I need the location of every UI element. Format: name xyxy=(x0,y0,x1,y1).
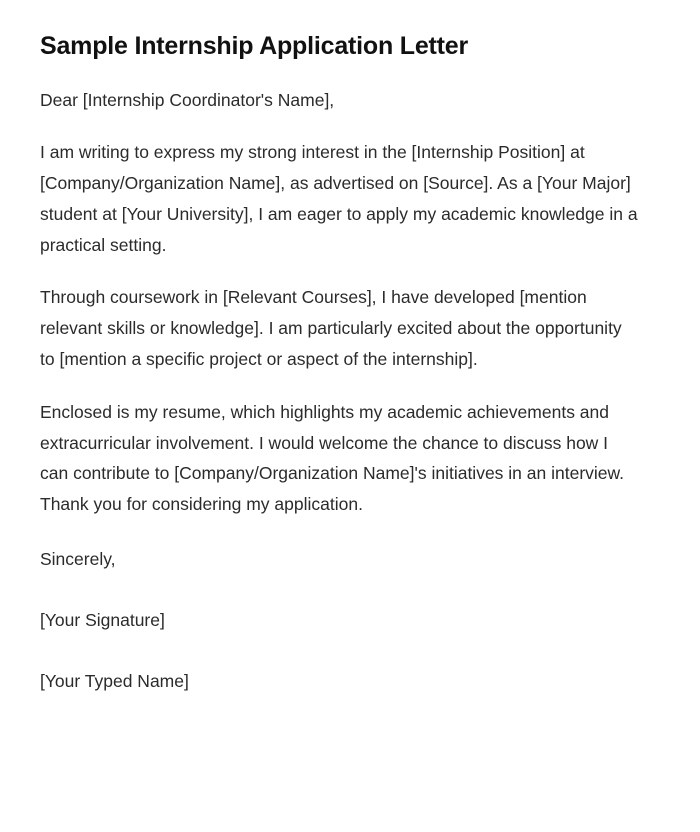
salutation-paragraph: Dear [Internship Coordinator's Name], xyxy=(40,89,335,110)
closing-paragraph: Sincerely, xyxy=(40,549,116,570)
signature-line: [Your Signature] xyxy=(40,609,165,630)
body-paragraph-2: Through coursework in [Relevant Courses], I have developed [mention relevant skills or knowledge]. I am particularly excited about the opportunity to [mention a specific project or aspect of the internship]. xyxy=(40,287,622,370)
body-paragraph-1: I am writing to express my strong interest in the [Internship Position] at [Company/Organization Name], as advertised on [Source]. As a [Your Major] student at [Your University], I am eager to apply my academic knowledge in a practical setting. xyxy=(40,142,638,255)
typed-name-line: [Your Typed Name] xyxy=(40,670,189,691)
body-paragraph-3: Enclosed is my resume, which highlights my academic achievements and extracurricular involvement. I would welcome the chance to discuss how I can contribute to [Company/Organization Name]'s initiatives in an interview. Thank you for considering my application. xyxy=(40,401,625,515)
page-title: Sample Internship Application Letter xyxy=(40,32,469,60)
